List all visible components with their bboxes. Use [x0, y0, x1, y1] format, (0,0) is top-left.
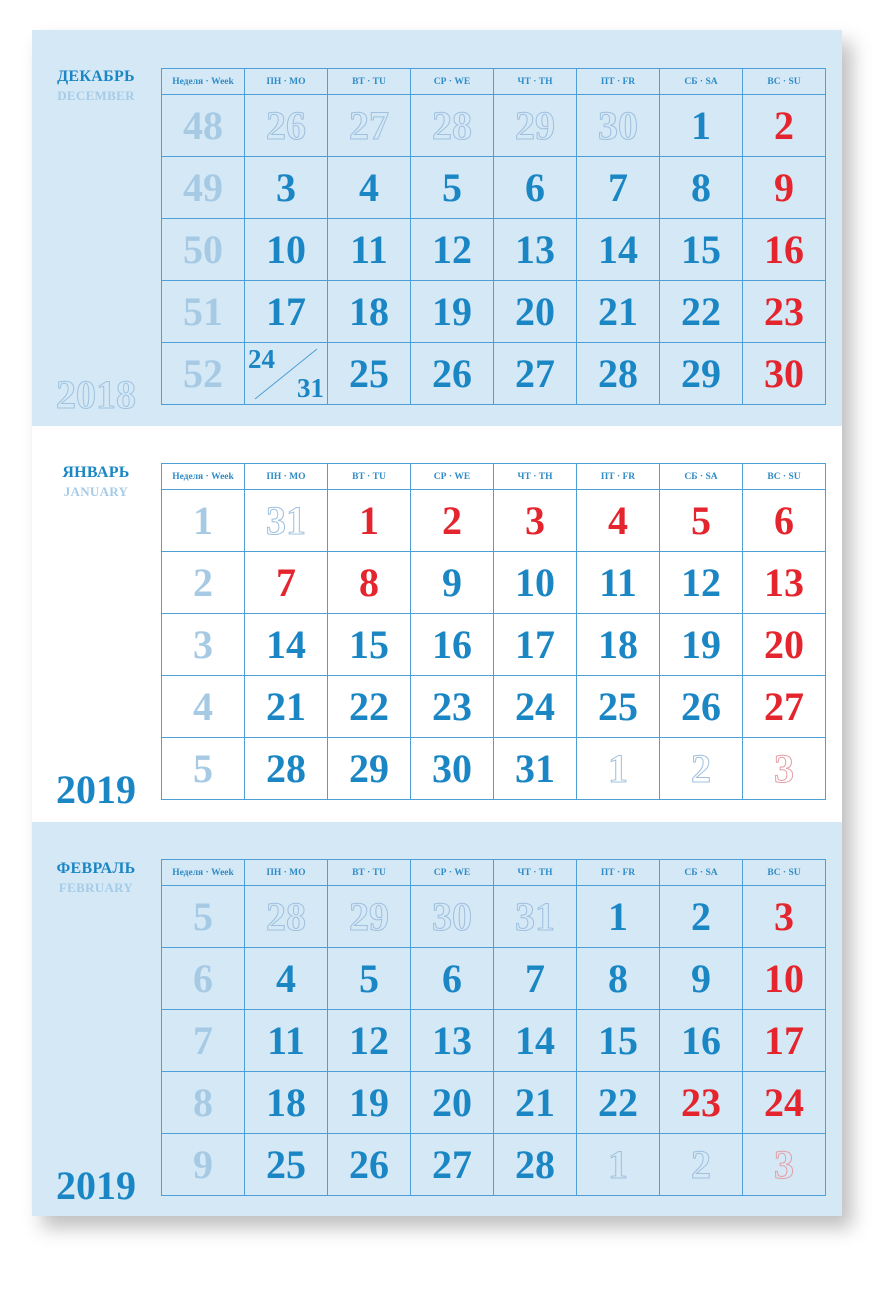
day-cell: 10 — [494, 552, 577, 614]
week-row — [162, 1010, 826, 1072]
day-cell: 15 — [660, 219, 743, 281]
month-name-ru: ДЕКАБРЬ — [57, 68, 135, 85]
day-cell-holiday: 17 — [743, 1010, 826, 1072]
weekday-header: ПН · MO — [245, 464, 328, 490]
month-title — [32, 464, 160, 500]
weekday-header: ПН · MO — [245, 69, 328, 95]
day-cell: 27 — [411, 1134, 494, 1196]
day-number: 24 — [248, 344, 275, 374]
day-cell: 26 — [411, 343, 494, 405]
weekday-header: ВС · SU — [743, 69, 826, 95]
week-number: 52 — [162, 343, 245, 405]
week-row — [162, 614, 826, 676]
day-cell-holiday: 7 — [245, 552, 328, 614]
day-cell: 7 — [494, 948, 577, 1010]
week-number: 1 — [162, 490, 245, 552]
calendar-sheet — [32, 30, 842, 1216]
day-cell: 25 — [577, 676, 660, 738]
day-cell: 16 — [660, 1010, 743, 1072]
week-number: 8 — [162, 1072, 245, 1134]
week-row — [162, 1072, 826, 1134]
week-number: 3 — [162, 614, 245, 676]
day-cell-adjacent-month: 30 — [411, 886, 494, 948]
day-cell-adjacent-month: 28 — [411, 95, 494, 157]
day-cell: 3 — [245, 157, 328, 219]
day-cell-holiday: 8 — [328, 552, 411, 614]
day-cell-holiday: 1 — [328, 490, 411, 552]
weekday-header: ВТ · TU — [328, 69, 411, 95]
weekday-header: ВТ · TU — [328, 860, 411, 886]
day-cell: 27 — [494, 343, 577, 405]
week-row — [162, 490, 826, 552]
day-cell-adjacent-month: 2 — [660, 738, 743, 800]
week-number: 7 — [162, 1010, 245, 1072]
week-column-header: Неделя · Week — [162, 464, 245, 490]
week-number: 6 — [162, 948, 245, 1010]
day-cell: 29 — [660, 343, 743, 405]
weekday-header: СР · WE — [411, 69, 494, 95]
weekday-header-row — [162, 464, 826, 490]
weekday-header: ПТ · FR — [577, 464, 660, 490]
day-cell: 18 — [577, 614, 660, 676]
month-block-december — [32, 30, 842, 426]
week-row — [162, 552, 826, 614]
day-cell: 7 — [577, 157, 660, 219]
weekday-header: ЧТ · TH — [494, 69, 577, 95]
day-cell-holiday: 5 — [660, 490, 743, 552]
month-grid — [161, 859, 826, 1196]
day-cell-adjacent-month: 29 — [494, 95, 577, 157]
day-cell-holiday: 20 — [743, 614, 826, 676]
month-name-en: FEBRUARY — [58, 880, 134, 895]
weekday-header: СБ · SA — [660, 860, 743, 886]
day-cell: 17 — [245, 281, 328, 343]
week-row — [162, 95, 826, 157]
day-cell-adjacent-month: 29 — [328, 886, 411, 948]
day-cell-adjacent-month: 28 — [245, 886, 328, 948]
day-cell: 2 — [660, 886, 743, 948]
week-number: 9 — [162, 1134, 245, 1196]
day-cell: 11 — [328, 219, 411, 281]
day-cell-holiday: 4 — [577, 490, 660, 552]
day-cell: 26 — [328, 1134, 411, 1196]
day-cell: 8 — [660, 157, 743, 219]
day-cell: 24 — [494, 676, 577, 738]
month-name-ru: ЯНВАРЬ — [62, 464, 130, 481]
day-cell: 28 — [245, 738, 328, 800]
day-cell-holiday: 3 — [494, 490, 577, 552]
day-cell-adjacent-month: 3 — [743, 1134, 826, 1196]
week-number: 4 — [162, 676, 245, 738]
day-cell: 21 — [494, 1072, 577, 1134]
day-cell: 18 — [328, 281, 411, 343]
day-cell-adjacent-month: 2 — [660, 1134, 743, 1196]
day-cell-adjacent-month: 30 — [577, 95, 660, 157]
day-cell: 19 — [328, 1072, 411, 1134]
day-cell-holiday: 23 — [743, 281, 826, 343]
day-cell-split — [245, 343, 328, 405]
day-cell: 30 — [411, 738, 494, 800]
day-cell: 14 — [245, 614, 328, 676]
day-cell-holiday: 16 — [743, 219, 826, 281]
day-cell: 6 — [411, 948, 494, 1010]
weekday-header: СБ · SA — [660, 464, 743, 490]
weekday-header: ВС · SU — [743, 464, 826, 490]
day-cell-holiday: 10 — [743, 948, 826, 1010]
day-cell: 16 — [411, 614, 494, 676]
day-cell: 29 — [328, 738, 411, 800]
day-cell-adjacent-month: 1 — [577, 1134, 660, 1196]
day-cell-holiday: 24 — [743, 1072, 826, 1134]
day-cell: 19 — [411, 281, 494, 343]
day-cell: 25 — [245, 1134, 328, 1196]
day-cell: 22 — [328, 676, 411, 738]
day-cell: 9 — [660, 948, 743, 1010]
weekday-header-row — [162, 860, 826, 886]
day-cell: 5 — [328, 948, 411, 1010]
day-cell-adjacent-month: 31 — [245, 490, 328, 552]
day-cell: 22 — [660, 281, 743, 343]
day-cell: 10 — [245, 219, 328, 281]
day-cell-holiday: 27 — [743, 676, 826, 738]
day-cell-adjacent-month: 1 — [577, 738, 660, 800]
weekday-header: ВС · SU — [743, 860, 826, 886]
week-number: 48 — [162, 95, 245, 157]
day-cell-adjacent-month: 27 — [328, 95, 411, 157]
week-number: 49 — [162, 157, 245, 219]
day-cell: 31 — [494, 738, 577, 800]
month-name-en: DECEMBER — [57, 88, 135, 103]
year-label: 2018 — [56, 372, 136, 417]
weekday-header: ПТ · FR — [577, 69, 660, 95]
day-cell: 4 — [328, 157, 411, 219]
weekday-header: ЧТ · TH — [494, 464, 577, 490]
month-title — [32, 68, 160, 104]
month-title — [32, 860, 160, 896]
day-cell-holiday: 30 — [743, 343, 826, 405]
day-cell: 18 — [245, 1072, 328, 1134]
week-column-header: Неделя · Week — [162, 860, 245, 886]
month-grid — [161, 68, 826, 405]
day-cell: 26 — [660, 676, 743, 738]
week-row — [162, 1134, 826, 1196]
day-cell-adjacent-month: 31 — [494, 886, 577, 948]
weekday-header: СР · WE — [411, 860, 494, 886]
day-number: 31 — [297, 373, 324, 403]
day-cell-holiday: 2 — [411, 490, 494, 552]
day-cell: 12 — [328, 1010, 411, 1072]
day-cell: 13 — [411, 1010, 494, 1072]
day-cell: 13 — [494, 219, 577, 281]
week-row — [162, 948, 826, 1010]
day-cell: 14 — [577, 219, 660, 281]
weekday-header: ВТ · TU — [328, 464, 411, 490]
day-cell: 11 — [245, 1010, 328, 1072]
day-cell: 23 — [411, 676, 494, 738]
day-cell: 1 — [660, 95, 743, 157]
month-name-en: JANUARY — [63, 484, 129, 499]
day-cell: 14 — [494, 1010, 577, 1072]
day-cell-holiday: 13 — [743, 552, 826, 614]
week-number: 50 — [162, 219, 245, 281]
week-row — [162, 157, 826, 219]
month-block-january — [32, 426, 842, 822]
day-cell: 25 — [328, 343, 411, 405]
week-number: 5 — [162, 738, 245, 800]
day-cell: 21 — [245, 676, 328, 738]
week-number: 51 — [162, 281, 245, 343]
day-cell: 4 — [245, 948, 328, 1010]
day-cell: 20 — [411, 1072, 494, 1134]
day-cell: 17 — [494, 614, 577, 676]
day-cell-adjacent-month: 3 — [743, 738, 826, 800]
day-cell: 9 — [411, 552, 494, 614]
day-cell: 21 — [577, 281, 660, 343]
week-row — [162, 738, 826, 800]
day-cell-holiday: 23 — [660, 1072, 743, 1134]
weekday-header: ЧТ · TH — [494, 860, 577, 886]
month-block-february — [32, 822, 842, 1216]
weekday-header: ПН · MO — [245, 860, 328, 886]
day-cell: 15 — [328, 614, 411, 676]
week-row — [162, 676, 826, 738]
weekday-header: ПТ · FR — [577, 860, 660, 886]
day-cell: 6 — [494, 157, 577, 219]
day-cell-holiday: 3 — [743, 886, 826, 948]
day-cell: 19 — [660, 614, 743, 676]
day-cell: 28 — [577, 343, 660, 405]
day-cell: 20 — [494, 281, 577, 343]
day-cell: 5 — [411, 157, 494, 219]
month-grid — [161, 463, 826, 800]
day-cell: 8 — [577, 948, 660, 1010]
day-cell: 11 — [577, 552, 660, 614]
day-cell: 22 — [577, 1072, 660, 1134]
weekday-header-row — [162, 69, 826, 95]
day-cell: 1 — [577, 886, 660, 948]
day-cell: 12 — [660, 552, 743, 614]
week-row — [162, 886, 826, 948]
day-cell-holiday: 2 — [743, 95, 826, 157]
week-number: 5 — [162, 886, 245, 948]
week-column-header: Неделя · Week — [162, 69, 245, 95]
day-cell-holiday: 6 — [743, 490, 826, 552]
day-cell: 15 — [577, 1010, 660, 1072]
day-cell-holiday: 9 — [743, 157, 826, 219]
week-number: 2 — [162, 552, 245, 614]
weekday-header: СР · WE — [411, 464, 494, 490]
week-row — [162, 281, 826, 343]
week-row — [162, 343, 826, 405]
year-label: 2019 — [56, 1163, 136, 1208]
year-label: 2019 — [56, 767, 136, 812]
weekday-header: СБ · SA — [660, 69, 743, 95]
month-name-ru: ФЕВРАЛЬ — [56, 860, 136, 877]
week-row — [162, 219, 826, 281]
day-cell: 12 — [411, 219, 494, 281]
day-cell-adjacent-month: 26 — [245, 95, 328, 157]
day-cell: 28 — [494, 1134, 577, 1196]
